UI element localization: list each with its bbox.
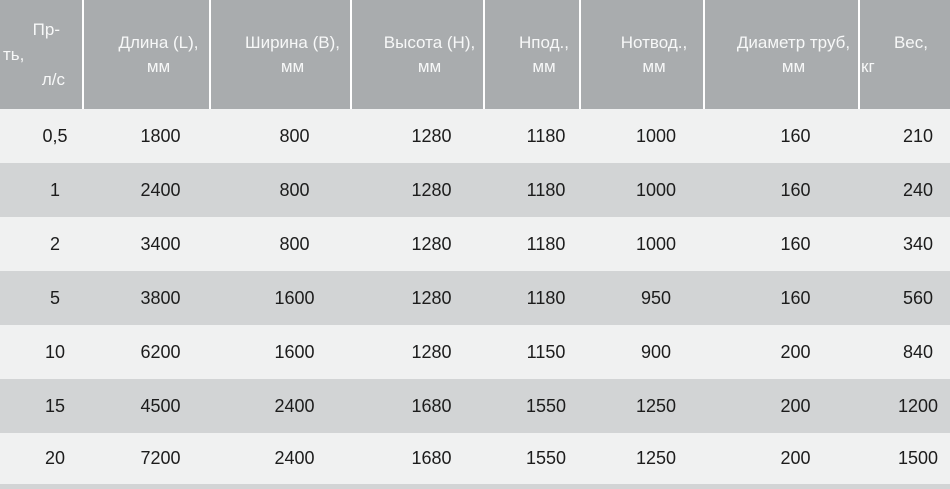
table-cell: 950 [640, 287, 672, 308]
table-row [0, 433, 950, 484]
table-cell: 0,5 [42, 125, 68, 146]
header-cell-hpod [485, 0, 581, 109]
table-body [0, 109, 950, 484]
header-line: Пр- [32, 20, 60, 39]
table-header [0, 0, 950, 109]
table-cell: 1180 [526, 179, 566, 200]
table-cell: 1280 [411, 341, 452, 362]
table-cell: 210 [902, 125, 934, 146]
table-cell: 1000 [635, 179, 677, 200]
header-line: кг [861, 56, 875, 76]
header-cell-weight [860, 0, 950, 109]
table-cell: 160 [780, 125, 811, 146]
table-cell: 5 [49, 287, 60, 308]
header-title: Нпод., [519, 32, 569, 52]
table-row [0, 325, 950, 379]
table-cell: 1680 [411, 395, 452, 416]
table-cell: 1550 [525, 395, 567, 416]
header-line: л/с [41, 70, 65, 89]
header-title: Длина (L), [118, 32, 199, 52]
header-unit: мм [417, 56, 442, 76]
table-cell: 1250 [635, 448, 677, 468]
table-cell: 200 [780, 448, 811, 468]
header-line: ть, [3, 45, 25, 64]
table-cell: 340 [902, 233, 934, 254]
table-cell: 800 [279, 233, 310, 254]
table-row [0, 163, 950, 217]
table-cell: 15 [44, 395, 66, 416]
table-cell: 6200 [140, 341, 181, 362]
table-cell: 20 [44, 448, 66, 468]
table-cell: 1180 [526, 287, 566, 308]
table-cell: 1180 [526, 125, 566, 146]
table-cell: 1180 [526, 233, 566, 254]
table-cell: 800 [279, 179, 310, 200]
table-cell: 800 [279, 125, 310, 146]
table-cell: 3800 [140, 287, 181, 308]
table-cell: 200 [780, 341, 811, 362]
table-bottom-strip [0, 484, 950, 489]
table-cell: 7200 [140, 448, 181, 468]
table-cell: 1600 [274, 287, 315, 308]
header-title: Нотвод., [620, 32, 688, 52]
table-cell: 1280 [411, 287, 452, 308]
table-cell: 4500 [140, 395, 181, 416]
header-cell-productivity [0, 0, 84, 109]
table-row [0, 109, 950, 163]
table-cell: 1200 [897, 395, 939, 416]
header-title: Диаметр труб, [736, 32, 851, 52]
table-cell: 1000 [635, 233, 677, 254]
header-unit: мм [146, 56, 171, 76]
table-row [0, 271, 950, 325]
table-cell: 1280 [411, 179, 452, 200]
table-cell: 560 [902, 287, 934, 308]
table-cell: 1500 [897, 448, 939, 468]
table-cell: 160 [780, 179, 811, 200]
header-cell-length [84, 0, 211, 109]
header-cell-pipe-diameter [705, 0, 860, 109]
table-cell: 1 [49, 179, 60, 200]
table-cell: 1800 [140, 125, 181, 146]
header-unit: мм [781, 56, 806, 76]
table-cell: 2400 [140, 179, 181, 200]
table-cell: 1280 [411, 233, 452, 254]
header-cell-height [352, 0, 485, 109]
header-unit: мм [280, 56, 305, 76]
header-unit: мм [642, 56, 666, 76]
header-cell-hotvod [581, 0, 705, 109]
table-cell: 1150 [526, 341, 566, 362]
table-cell: 2400 [274, 395, 315, 416]
table-cell: 1600 [274, 341, 315, 362]
table-cell: 2 [49, 233, 60, 254]
table-cell: 240 [902, 179, 934, 200]
table-cell: 2400 [274, 448, 315, 468]
table-row [0, 379, 950, 433]
header-cell-width [211, 0, 352, 109]
table-cell: 160 [780, 287, 811, 308]
header-line: Вес, [893, 32, 928, 52]
table-cell: 1280 [411, 125, 452, 146]
table-cell: 3400 [140, 233, 181, 254]
table-cell: 1550 [525, 448, 567, 468]
table-cell: 1680 [411, 448, 452, 468]
table-cell: 200 [780, 395, 811, 416]
header-title: Высота (H), [383, 32, 476, 52]
table-cell: 10 [44, 341, 66, 362]
table-cell: 1250 [635, 395, 677, 416]
header-title: Ширина (B), [245, 32, 340, 52]
table-cell: 840 [902, 341, 934, 362]
table-cell: 900 [640, 341, 672, 362]
header-unit: мм [532, 56, 556, 76]
table-cell: 1000 [635, 125, 677, 146]
table-cell: 160 [780, 233, 811, 254]
table-row [0, 217, 950, 271]
